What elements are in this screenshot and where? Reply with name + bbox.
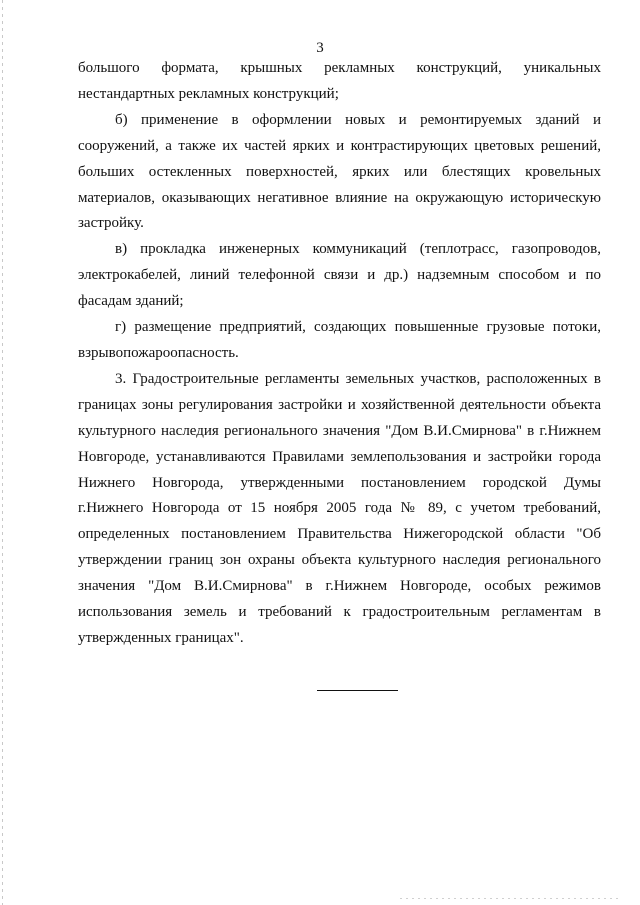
- text-line: застройку.: [78, 215, 144, 232]
- text-line: сооружений, а также их частей ярких и контрастирующих цветовых решений,: [78, 137, 601, 154]
- document-body: [78, 56, 601, 652]
- text-line: фасадам зданий;: [78, 293, 184, 310]
- text-line: в) прокладка инженерных коммуникаций (теплотрасс, газопроводов,: [115, 241, 601, 258]
- paragraph-item-g: [78, 315, 601, 367]
- text-line: нестандартных рекламных конструкций;: [78, 85, 339, 102]
- text-line: больших остекленных поверхностей, ярких или блестящих кровельных: [78, 163, 601, 180]
- text-line: области "Об утверждении границ зон охраны объекта культурного наследия: [78, 526, 601, 569]
- text-line: г.Нижнем Новгороде, устанавливаются Правилами землепользования и: [78, 422, 601, 465]
- text-line: б) применение в оформлении новых и ремонтируемых зданий и: [115, 111, 601, 128]
- text-line: большого формата, крышных рекламных конструкций, уникальных: [78, 60, 601, 76]
- paragraph-item-v: [78, 237, 601, 315]
- end-of-document-rule: [317, 690, 398, 691]
- text-line: регионального значения "Дом В.И.Смирнова" в г.Нижнем Новгороде, особых: [78, 552, 602, 595]
- text-line: культурного наследия регионального значения "Дом В.И.Смирнова" в: [78, 422, 535, 439]
- text-line: 3. Градостроительные регламенты земельных участков, расположенных в: [115, 370, 601, 387]
- text-line: материалов, оказывающих негативное влияние на окружающую историческую: [78, 189, 601, 206]
- text-line: требований, определенных постановлением Правительства Нижегородской: [78, 500, 601, 543]
- text-line: городской Думы г.Нижнего Новгорода от 15 ноября 2005 года № 89, с учетом: [78, 474, 602, 517]
- text-line: регламентам в утвержденных границах".: [78, 604, 602, 646]
- page-number: 3: [316, 40, 324, 56]
- paragraph-item-b: [78, 108, 601, 238]
- text-line: режимов использования земель и требований к градостроительным: [78, 578, 601, 621]
- text-line: электрокабелей, линий телефонной связи и др.) надземным способом и по: [78, 267, 601, 284]
- scan-edge-bottom: [400, 898, 620, 899]
- text-line: г) размещение предприятий, создающих повышенные грузовые потоки,: [115, 319, 601, 336]
- text-line: застройки города Нижнего Новгорода, утвержденными постановлением: [78, 448, 601, 491]
- scan-edge-left: [2, 0, 3, 905]
- paragraph-section-3: [78, 367, 601, 652]
- text-line: границах зоны регулирования застройки и хозяйственной деятельности объекта: [78, 396, 601, 413]
- paragraph-continuation: [78, 56, 601, 108]
- text-line: взрывопожароопасность.: [78, 344, 239, 361]
